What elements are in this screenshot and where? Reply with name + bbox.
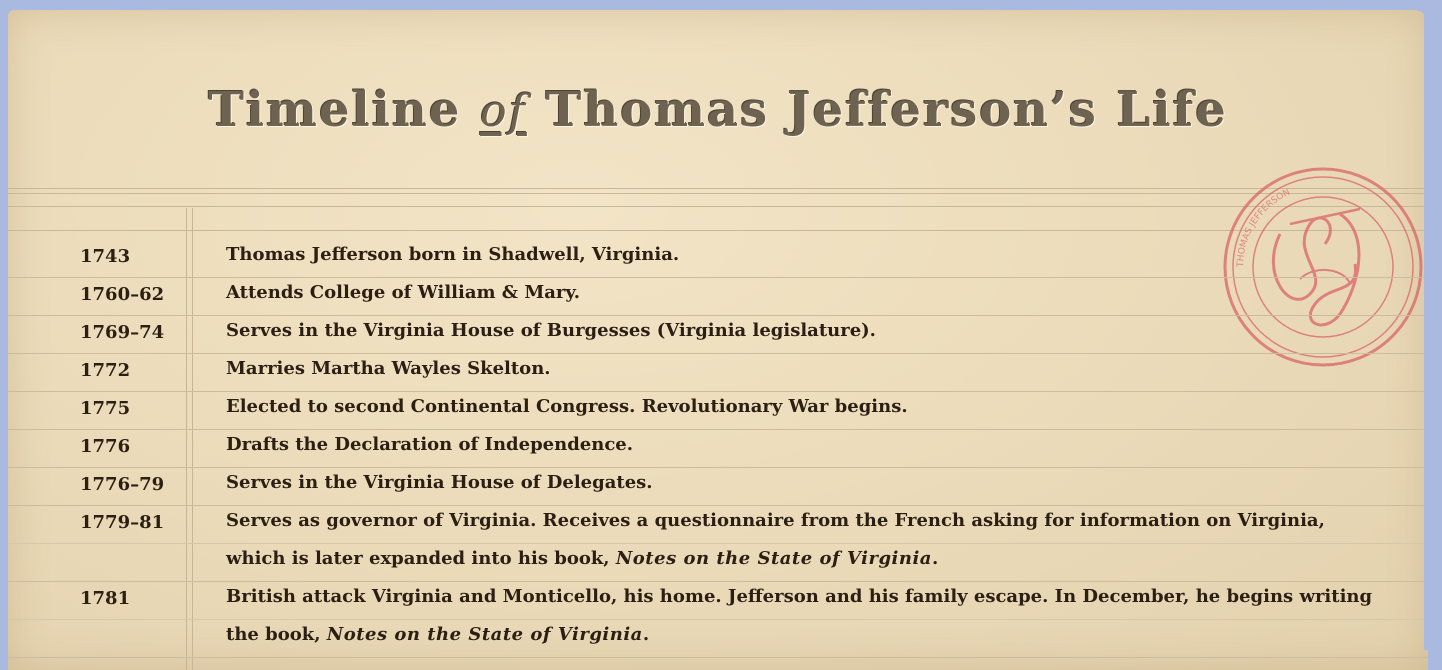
- timeline-row: [8, 582, 1428, 658]
- title-part1: Timeline: [208, 82, 462, 138]
- timeline-year: 1776–79: [80, 474, 165, 495]
- header-rule: [8, 230, 1428, 231]
- event-text: British attack Virginia and Monticello, his home. Jefferson and his family escape. In December, he begins writing the book,: [226, 586, 1373, 645]
- timeline-row: [8, 278, 1428, 316]
- timeline-year: 1775: [80, 398, 131, 419]
- page-title: [8, 82, 1428, 138]
- timeline-year: 1776: [80, 436, 131, 457]
- timeline-year: 1743: [80, 246, 131, 267]
- timeline-row: [8, 240, 1428, 278]
- timeline-year: 1760–62: [80, 284, 165, 305]
- timeline-event: Attends College of William & Mary.: [226, 282, 581, 303]
- timeline-year: 1772: [80, 360, 131, 381]
- timeline-event: Serves in the Virginia House of Burgesses (Virginia legislature).: [226, 320, 876, 341]
- event-end: .: [642, 624, 650, 645]
- timeline-row: [8, 468, 1428, 506]
- timeline-event: Serves in the Virginia House of Delegates.: [226, 472, 653, 493]
- book-title: Notes on the State of Virginia: [615, 548, 932, 569]
- timeline-event: Thomas Jefferson born in Shadwell, Virginia.: [226, 244, 680, 265]
- timeline-row: [8, 430, 1428, 468]
- background-edge: [1424, 0, 1442, 650]
- timeline-row: [8, 506, 1428, 582]
- header-rule: [8, 188, 1428, 189]
- timeline-event: Drafts the Declaration of Independence.: [226, 434, 634, 455]
- timeline-event: [226, 578, 1376, 654]
- title-of: of: [480, 86, 527, 137]
- timeline-year: 1779–81: [80, 512, 165, 533]
- timeline-row: [8, 392, 1428, 430]
- event-text: Serves as governor of Virginia. Receives a questionnaire from the French asking for information on Virginia, which is later expanded into his book,: [226, 510, 1325, 569]
- timeline-row: [8, 316, 1428, 354]
- paper-sheet: [8, 10, 1428, 670]
- timeline-year: 1769–74: [80, 322, 165, 343]
- book-title: Notes on the State of Virginia: [326, 624, 643, 645]
- timeline-year: 1781: [80, 588, 131, 609]
- header-rule: [8, 193, 1428, 194]
- seal-ring-text: THOMAS JEFFERSON: [1235, 187, 1292, 268]
- timeline-table: [8, 240, 1428, 658]
- title-part2: Thomas Jefferson’s Life: [545, 82, 1228, 138]
- timeline-event: Elected to second Continental Congress. Revolutionary War begins.: [226, 396, 908, 417]
- timeline-event: Marries Martha Wayles Skelton.: [226, 358, 551, 379]
- timeline-row: [8, 354, 1428, 392]
- event-end: .: [931, 548, 939, 569]
- header-rule: [8, 206, 1428, 207]
- timeline-event: [226, 502, 1376, 578]
